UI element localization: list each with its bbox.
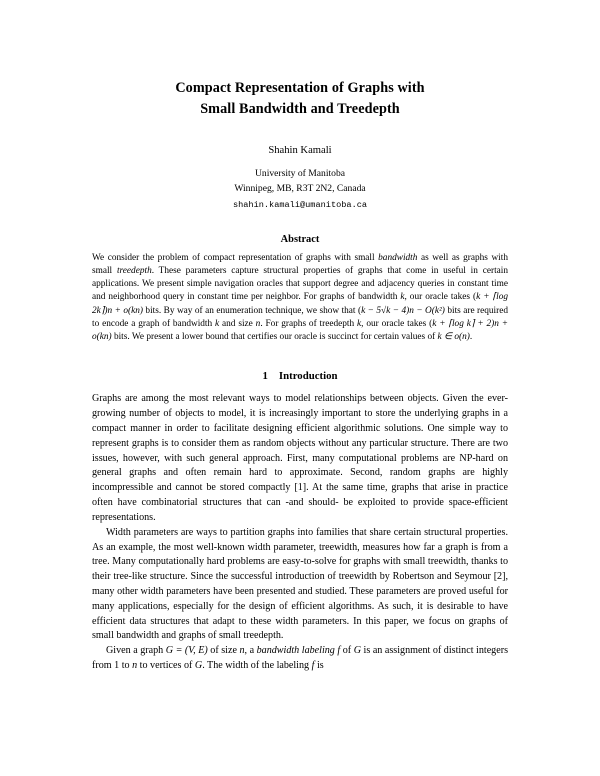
abstract-seg-6: bits are required to encode a graph of bandwidth bbox=[92, 305, 509, 329]
abstract-seg-9: , our oracle takes ( bbox=[361, 318, 433, 329]
intro3-term-bandwidth-labeling: bandwidth labeling bbox=[256, 645, 335, 657]
affiliation-line-2: Winnipeg, MB, R3T 2N2, Canada bbox=[234, 183, 366, 195]
intro3-seg-6: is an assignment of distinct integers from 1 to bbox=[92, 645, 509, 672]
abstract-seg-4: , our oracle takes ( bbox=[404, 292, 477, 303]
intro3-seg-7: to vertices of bbox=[137, 660, 195, 672]
abstract-math-k2: k bbox=[215, 318, 220, 329]
intro3-math-n: n bbox=[239, 645, 245, 657]
abstract-term-treedepth: treedepth bbox=[116, 266, 152, 277]
abstract-seg-2: as well as graphs with small bbox=[92, 252, 508, 277]
intro3-math-n2: n bbox=[132, 660, 138, 672]
intro3-math-f2: f bbox=[311, 660, 315, 672]
intro3-math-g2: G bbox=[353, 645, 362, 657]
abstract-term-bandwidth: bandwidth bbox=[378, 252, 418, 263]
abstract-seg-7: and size bbox=[219, 318, 256, 329]
intro3-seg-3: , a bbox=[244, 645, 257, 657]
abstract-math-expr3: k + ⌈log k⌉ + 2)n + o(kn) bbox=[92, 318, 509, 343]
abstract-seg-10: bits. We present a lower bound that certifies our oracle is succinct for certain values of bbox=[111, 332, 438, 343]
abstract-seg-11: . bbox=[469, 332, 473, 343]
intro-paragraph-3 bbox=[92, 644, 508, 674]
abstract-seg-8: . For graphs of treedepth bbox=[260, 318, 357, 329]
abstract-math-k3: k bbox=[357, 318, 362, 329]
abstract-seg-5: bits. By way of an enumeration technique, we show that ( bbox=[142, 305, 362, 316]
intro-paragraph-1: Graphs are among the most relevant ways to model relationships between objects. Given the ever-growing number of objects to model, it is increasingly important to store the underlying graphs in a compact manner in order to facilitate designing efficient algorithmic solutions. One simple way to represent graphs is to consider them as random objects without any particular structure. There are two issues, however, with such general approach. First, many computational problems are NP-hard on general graphs and often remain hard to approximate. Second, random graphs are highly incompressible and cannot be stored compactly [1]. At the same time, graphs that arise in practice often have combinatorial structures that can -and should- be exploited to provide space-efficient representations. bbox=[92, 393, 508, 523]
intro3-seg-1: Given a graph bbox=[106, 645, 166, 657]
author-name: Shahin Kamali bbox=[268, 145, 332, 157]
abstract-seg-3: . These parameters capture structural properties of graphs that come in useful in certain applications. We present simple navigation oracles that support degree and adjacency queries in constant time and neighborhood query in constant time per neighbor. For graphs of bandwidth bbox=[92, 266, 509, 303]
title-line-1: Compact Representation of Graphs with bbox=[175, 80, 425, 96]
section-number: 1 bbox=[262, 370, 268, 383]
abstract-seg-1: We consider the problem of compact representation of graphs with small bbox=[92, 252, 379, 263]
section-heading-introduction bbox=[92, 370, 508, 382]
page-title bbox=[92, 78, 508, 119]
intro3-seg-9: is bbox=[314, 660, 324, 672]
intro-paragraph-2: Width parameters are ways to partition graphs into families that share certain structural properties. As an example, the most well-known width parameter, treewidth, measures how far a graph is from a tree. Many computationally hard problems are easy-to-solve for graphs with small treewidth, thanks to their tree-like structure. Since the successful introduction of treewidth by Robertson and Seymour [2], many other width parameters have been presented and studied. These parameters are proved useful for many applications, especially for the design of efficient algorithms. As such, it is desirable to have efficient data structures that adapt to these width parameters. In this paper, we focus on graphs of small bandwidth and graphs of small treedepth. bbox=[92, 526, 508, 642]
intro3-seg-8: . The width of the labeling bbox=[202, 660, 312, 672]
intro3-seg-5: of bbox=[340, 645, 354, 657]
abstract-math-n1: n bbox=[255, 318, 261, 329]
intro3-seg-2: of size bbox=[207, 645, 240, 657]
intro3-math-f: f bbox=[337, 645, 341, 657]
title-line-2: Small Bandwidth and Treedepth bbox=[200, 100, 400, 117]
intro3-math-g3: G bbox=[194, 660, 203, 672]
abstract-body bbox=[92, 252, 508, 344]
intro3-math-graph: G = (V, E) bbox=[165, 645, 208, 657]
introduction-body bbox=[92, 392, 508, 674]
abstract-math-k1: k bbox=[400, 292, 405, 303]
section-title: Introduction bbox=[278, 370, 338, 383]
affiliation-line-1: University of Manitoba bbox=[254, 168, 346, 180]
abstract-math-expr2: k − 5√k − 4)n − O(k²) bbox=[361, 305, 445, 316]
author-email: shahin.kamali@umanitoba.ca bbox=[232, 199, 368, 210]
abstract-math-expr4: k ∈ o(n) bbox=[437, 332, 470, 343]
abstract-heading: Abstract bbox=[280, 233, 320, 245]
affiliation bbox=[92, 167, 508, 197]
abstract-math-expr1: k + ⌈log 2k⌉)n + o(kn) bbox=[92, 292, 508, 316]
